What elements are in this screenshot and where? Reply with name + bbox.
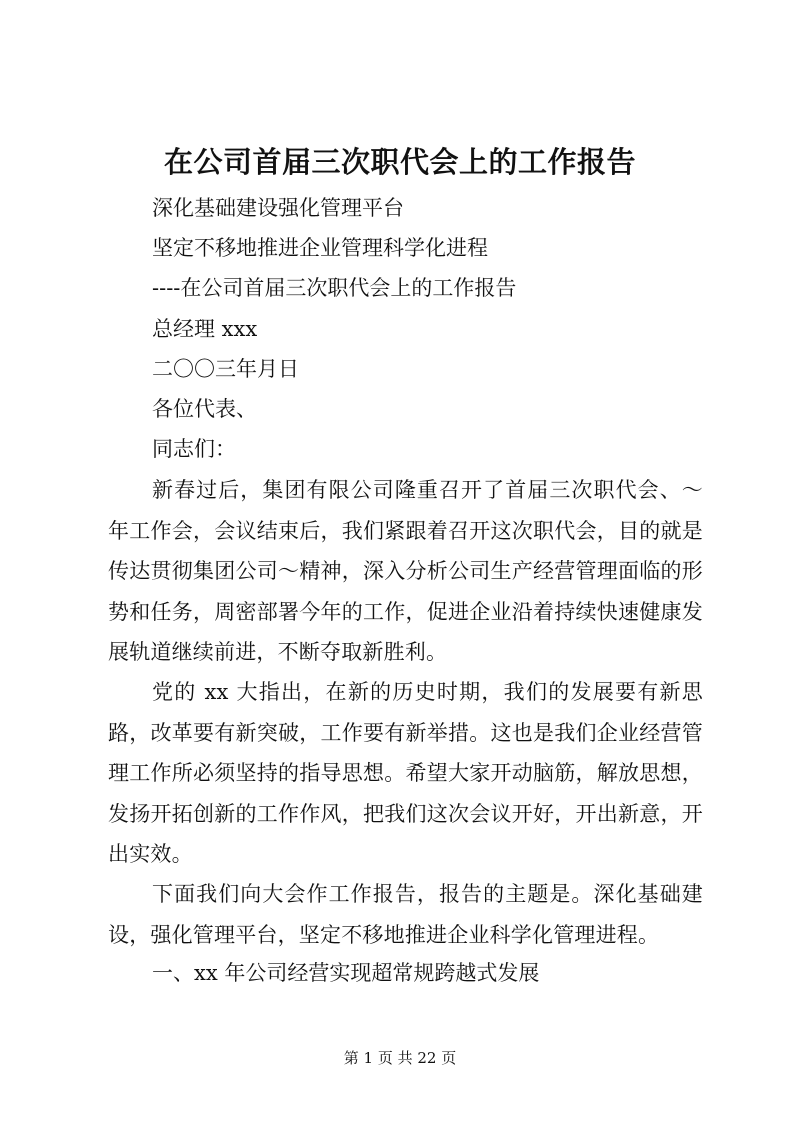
page-footer: 第 1 页 共 22 页 xyxy=(343,1049,457,1067)
subtitle-line-2: 坚定不移地推进企业管理科学化进程 xyxy=(152,236,488,260)
salutation-line-1: 各位代表、 xyxy=(152,397,257,421)
salutation-line-2: 同志们： xyxy=(152,437,236,461)
body-paragraph-3: 下面我们向大会作工作报告，报告的主题是。深化基础建设，强化管理平台，坚定不移地推进企业科学化管理进程。 xyxy=(108,882,703,947)
section-heading-1: 一、xx 年公司经营实现超常规跨越式发展 xyxy=(152,961,540,985)
body-paragraph-2: 党的 xx 大指出，在新的历史时期，我们的发展要有新思路，改革要有新突破，工作要有新举措。这也是我们企业经营管理工作所必须坚持的指导思想。希望大家开动脑筋，解放思想，发扬开拓创新的工作作风，把我们这次会议开好，开出新意，开出实效。 xyxy=(108,680,703,866)
subtitle-line-3: ----在公司首届三次职代会上的工作报告 xyxy=(152,276,517,300)
body-paragraph-1: 新春过后，集团有限公司隆重召开了首届三次职代会、～年工作会，会议结束后，我们紧跟着召开这次职代会，目的就是传达贯彻集团公司～精神，深入分析公司生产经营管理面临的形势和任务，周密部署今年的工作，促进企业沿着持续快速健康发展轨道继续前进，不断夺取新胜利。 xyxy=(108,478,703,664)
document-title: 在公司首届三次职代会上的工作报告 xyxy=(163,145,636,179)
author-line: 总经理 xxx xyxy=(152,317,258,341)
subtitle-line-1: 深化基础建设强化管理平台 xyxy=(152,196,404,220)
date-line: 二〇〇三年月日 xyxy=(152,357,299,381)
